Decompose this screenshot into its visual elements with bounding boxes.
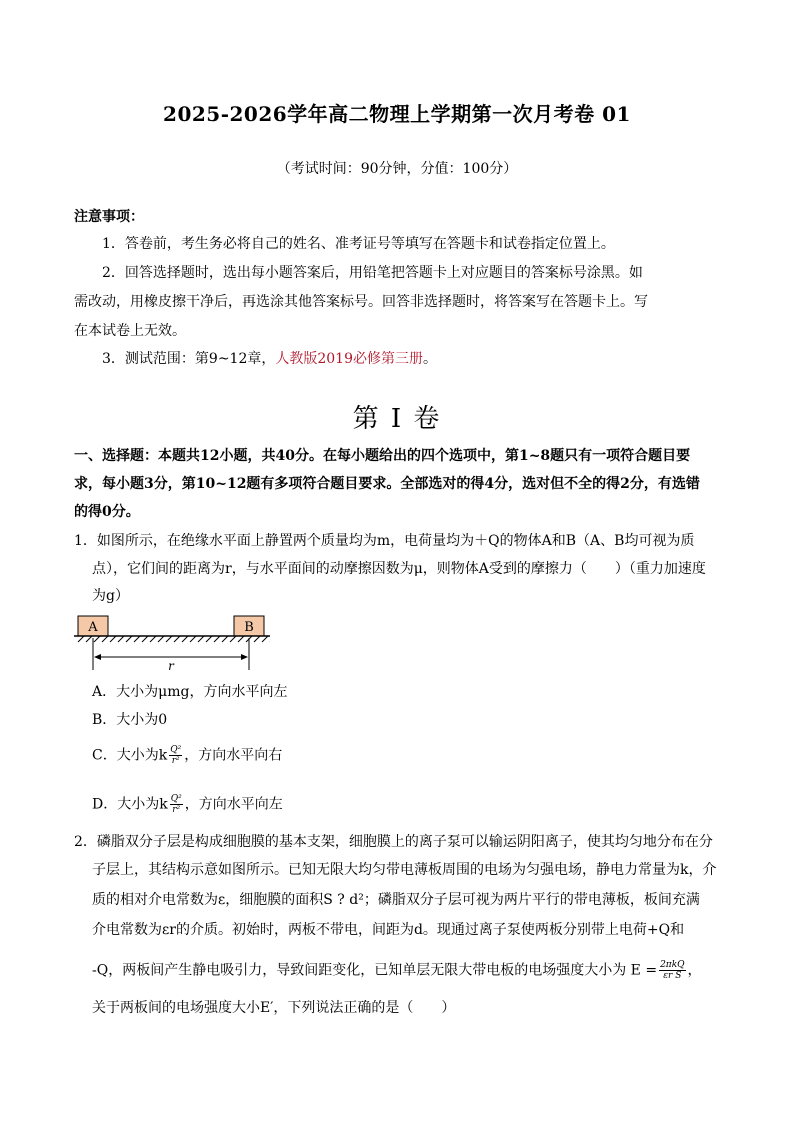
fraction-numerator: 2πkQ (660, 960, 685, 970)
notice-item-2-line-2: 需改动，用橡皮擦干净后，再选涂其他答案标号。回答非选择题时，将答案写在答题卡上。写 (74, 294, 648, 310)
block-a-label: A (88, 620, 98, 635)
q1-option-a: A．大小为μmg，方向水平向左 (92, 684, 288, 700)
fraction-denominator: r² (172, 805, 181, 815)
notice-heading: 注意事项： (74, 209, 144, 225)
q1-option-b: B．大小为0 (92, 712, 168, 728)
arrow-head-left (94, 654, 101, 660)
section-1-line-2: 求，每小题3分，第10~12题有多项符合题目要求。全部选对的得4分，选对但不全的得2分，有选错 (74, 476, 700, 492)
q1-stem-line-1: 1．如图所示，在绝缘水平面上静置两个质量均为m，电荷量均为＋Q的物体A和B（A、B均可视为质 (74, 533, 695, 549)
q1-stem-line-3: 为g） (92, 588, 129, 604)
arrow-head-right (241, 654, 248, 660)
q1-option-d-suffix: ，方向水平向左 (184, 796, 283, 813)
volume-heading: 第 I 卷 (352, 404, 442, 434)
q2-field-fraction (659, 960, 685, 981)
fraction-numerator: Q² (170, 794, 182, 804)
distance-label: r (168, 659, 174, 672)
fraction-numerator: Q² (170, 745, 182, 755)
section-1-line-3: 的得0分。 (74, 504, 140, 520)
notice-item-3-suffix: 。 (423, 351, 437, 367)
q2-stem-line-6: 关于两板间的电场强度大小E′，下列说法正确的是（ ） (92, 1000, 456, 1016)
q1-option-c-fraction (169, 745, 182, 766)
block-b-label: B (244, 620, 254, 635)
q2-stem-line-3: 质的相对介电常数为ε，细胞膜的面积S ? d²；磷脂双分子层可视为两片平行的带电薄板，板间充满 (92, 892, 700, 908)
q1-option-d-prefix: D．大小为k (92, 796, 168, 813)
q1-option-c-suffix: ，方向水平向右 (184, 747, 283, 764)
textbook-name: 人教版2019必修第三册 (275, 351, 423, 367)
q2-stem-line-5-prefix: -Q，两板间产生静电吸引力，导致间距变化，已知单层无限大带电板的电场强度大小为 E = (92, 962, 658, 979)
notice-item-1: 1．答卷前，考生务必将自己的姓名、准考证号等填写在答题卡和试卷指定位置上。 (102, 236, 615, 252)
q1-option-c (92, 745, 282, 766)
q1-figure (70, 612, 270, 672)
fraction-denominator: εr S (663, 971, 682, 981)
q2-stem-line-2: 子层上，其结构示意如图所示。已知无限大均匀带电薄板周围的电场为匀强电场，静电力常量为k，介 (92, 862, 717, 878)
section-1-line-1: 一、选择题：本题共12小题，共40分。在每小题给出的四个选项中，第1~8题只有一项符合题目要 (74, 448, 691, 464)
q1-option-d (92, 794, 283, 815)
notice-item-3 (102, 349, 437, 369)
q2-stem-line-1: 2．磷脂双分子层是构成细胞膜的基本支架，细胞膜上的离子泵可以输运阴阳离子，使其均匀地分布在分 (74, 834, 713, 850)
q2-stem-line-5 (92, 960, 702, 981)
q1-stem-line-2: 点），它们间的距离为r，与水平面间的动摩擦因数为μ，则物体A受到的摩擦力（ ）（重力加速度 (92, 561, 706, 577)
notice-item-3-prefix: 3．测试范围：第9~12章， (102, 351, 276, 367)
notice-item-2-line-1: 2．回答选择题时，选出每小题答案后，用铅笔把答题卡上对应题目的答案标号涂黑。如 (102, 265, 643, 281)
q1-option-d-fraction (170, 794, 183, 815)
exam-info: （考试时间：90分钟，分值：100分） (276, 161, 518, 177)
q1-option-c-prefix: C．大小为k (92, 747, 168, 764)
notice-item-2-line-3: 在本试卷上无效。 (74, 323, 186, 339)
ground-hatch (78, 636, 270, 642)
fraction-denominator: r² (171, 756, 180, 766)
q2-stem-line-5-suffix: ， (687, 962, 702, 979)
page-title: 2025-2026学年高二物理上学期第一次月考卷 01 (163, 102, 631, 126)
q2-stem-line-4: 介电常数为εr的介质。初始时，两板不带电，间距为d。现通过离子泵使两板分别带上电荷+Q和 (92, 922, 685, 938)
